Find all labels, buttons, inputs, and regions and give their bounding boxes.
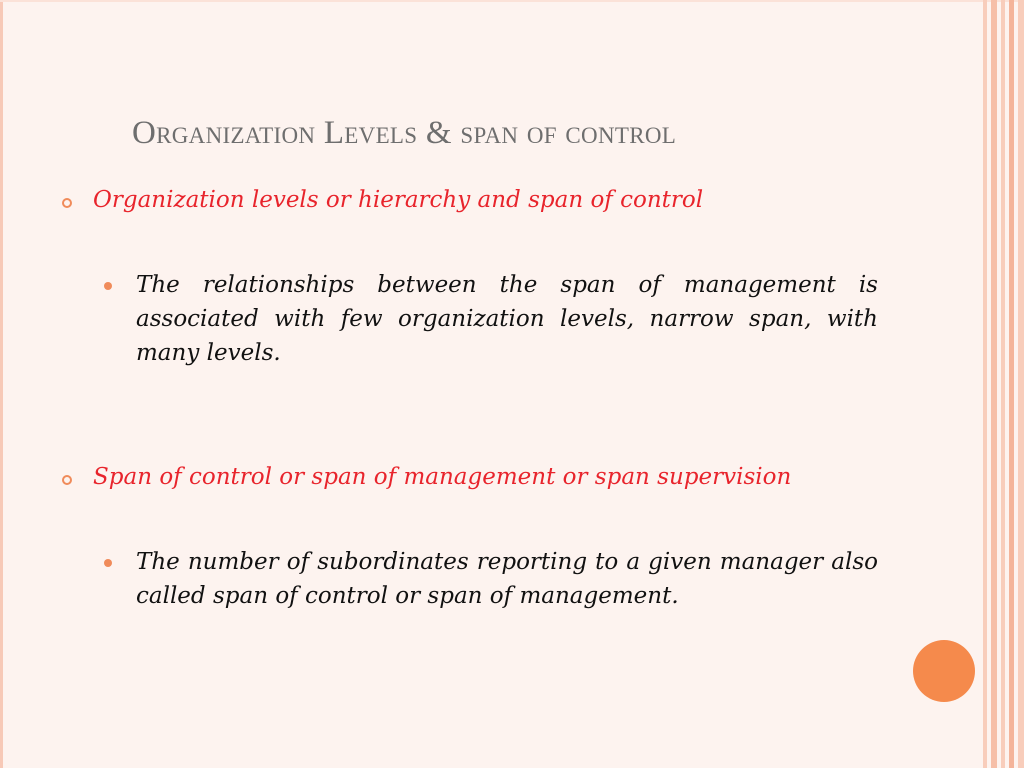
decorative-stripe (1001, 0, 1005, 768)
ring-bullet-icon (62, 198, 72, 208)
bullet-text: The relationships between the span of management is associated with few organization levels, narrow span, with many levels. (136, 272, 878, 366)
decorative-stripe (991, 0, 997, 768)
dot-bullet-icon (104, 559, 112, 567)
dot-bullet-icon (104, 282, 112, 290)
decorative-stripe (1009, 0, 1014, 768)
section-heading: Span of control or span of management or span supervision (93, 464, 792, 490)
ring-bullet-icon (62, 475, 72, 485)
decorative-circle (913, 640, 975, 702)
left-border (0, 0, 3, 768)
top-border (0, 0, 1024, 2)
decorative-stripe (1018, 0, 1024, 768)
slide-title: Organization Levels & span of control (132, 115, 677, 151)
decorative-stripe (983, 0, 987, 768)
bullet-text: The number of subordinates reporting to a given manager also called span of control or span of management. (136, 549, 878, 609)
section-heading: Organization levels or hierarchy and span of control (93, 187, 704, 213)
